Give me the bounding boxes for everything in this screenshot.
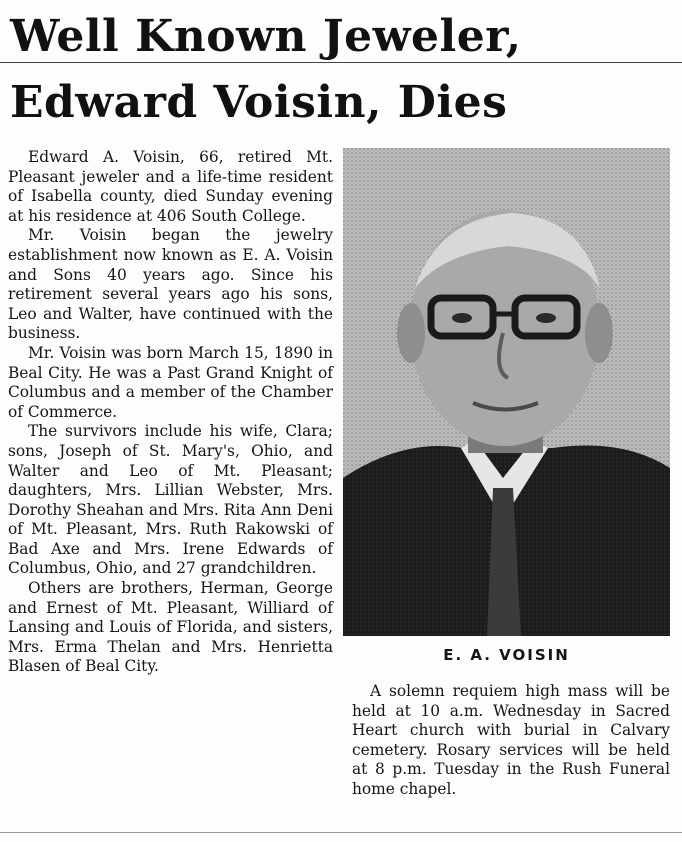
photo-caption: E. A. VOISIN	[443, 646, 570, 664]
article-paragraph-1: Edward A. Voisin, 66, retired Mt. Pleasant jeweler and a life-time resident of Isabella county, died Sunday evening at his residence at 406 South College.	[8, 148, 333, 225]
article-paragraph-4: The survivors include his wife, Clara; sons, Joseph of St. Mary's, Ohio, and Walter and Leo of Mt. Pleasant; daughters, Mrs. Lillian Webster, Mrs. Dorothy Sheahan and Mrs. Rita Ann Deni of Mt. Pleasant, Mrs. Ruth Rakowski of Bad Axe and Mrs. Irene Edwards of Columbus, Ohio, and 27 grandchildren.	[8, 422, 333, 578]
headline	[10, 4, 675, 136]
article-right-column	[352, 682, 670, 800]
portrait-photo	[343, 148, 670, 636]
funeral-service-paragraph: A solemn requiem high mass will be held at 10 a.m. Wednesday in Sacred Heart church with burial in Calvary cemetery. Rosary services will be held at 8 p.m. Tuesday in the Rush Funeral home chapel.	[352, 682, 670, 798]
headline-line-2: Edward Voisin, Dies	[10, 77, 508, 128]
article-paragraph-2: Mr. Voisin began the jewelry establishment now known as E. A. Voisin and Sons 40 years ago. Since his retirement several years ago his sons, Leo and Walter, have continued with the business.	[8, 226, 333, 343]
article-paragraph-3: Mr. Voisin was born March 15, 1890 in Beal City. He was a Past Grand Knight of Columbus and a member of the Chamber of Commerce.	[8, 343, 333, 421]
article-paragraph-5: Others are brothers, Herman, George and Ernest of Mt. Pleasant, Williard of Lansing and Louis of Florida, and sisters, Mrs. Erma Thelan and Mrs. Henrietta Blasen of Beal City.	[8, 579, 333, 676]
headline-line-1: Well Known Jeweler,	[10, 11, 522, 62]
article-left-column	[8, 148, 333, 677]
portrait-illustration	[343, 148, 670, 636]
bottom-rule	[0, 832, 682, 833]
headline-rule	[0, 62, 682, 63]
